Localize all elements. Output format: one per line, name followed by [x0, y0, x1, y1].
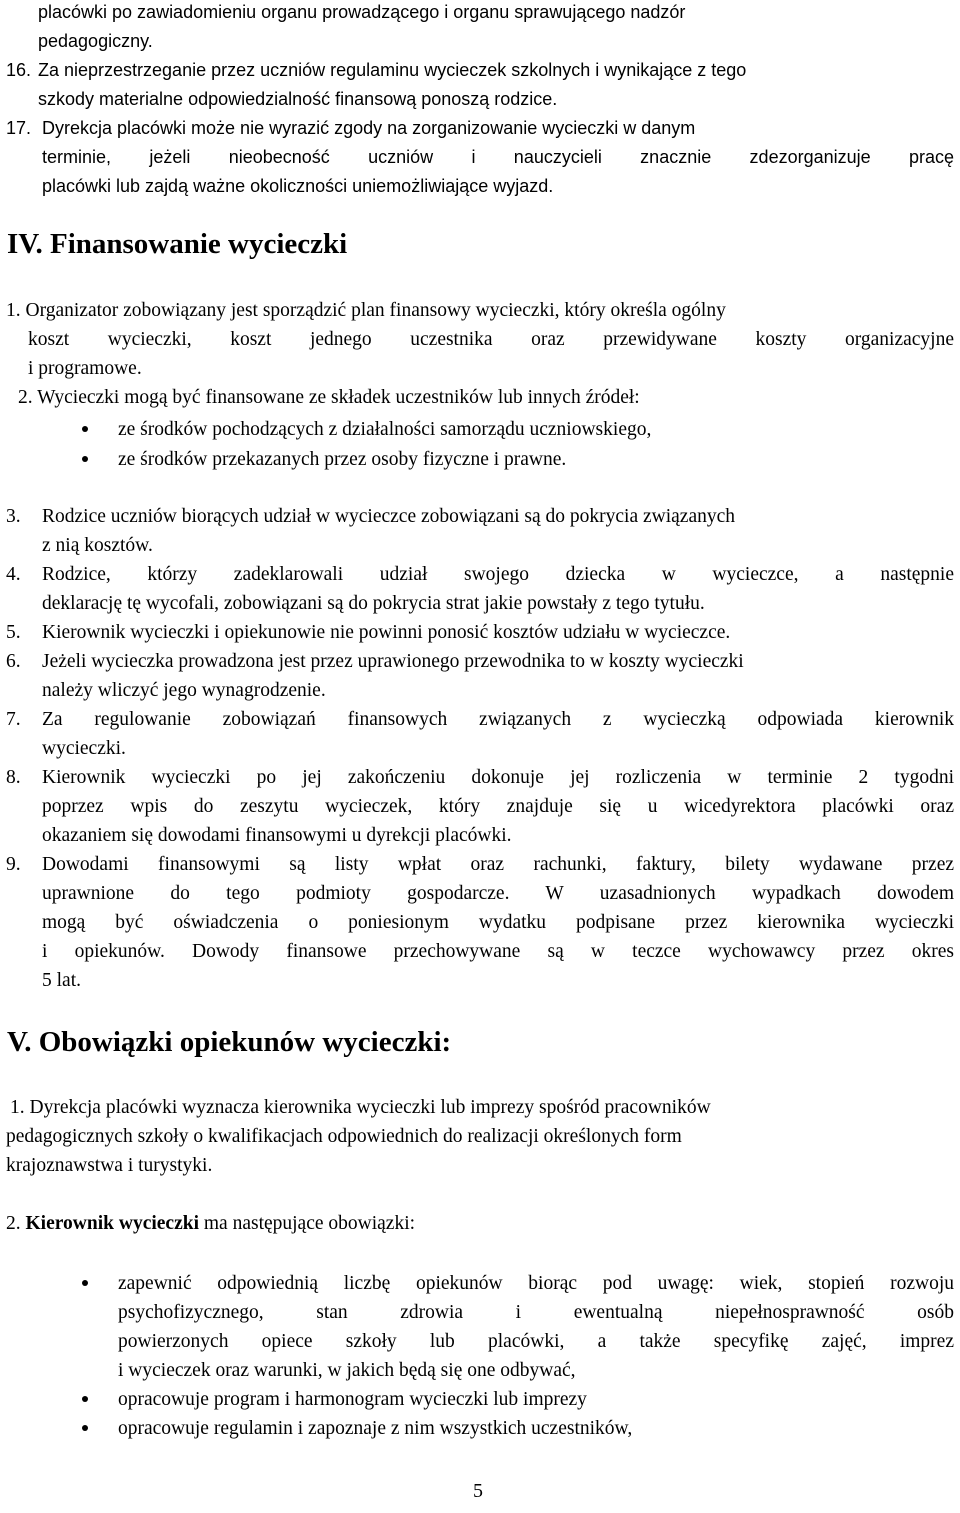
text-line: mogą być oświadczenia o poniesionym wydatku podpisane przez kierownika wycieczki [42, 912, 954, 933]
text-line: placówki lub zajdą ważne okoliczności uniemożliwiające wyjazd. [42, 176, 554, 196]
text-line: i opiekunów. Dowody finansowe przechowywane są w teczce wychowawcy przez okres [42, 941, 954, 962]
text-line: i programowe. [28, 358, 142, 379]
list-item: powierzonych opiece szkoły lub placówki, a także specyfikę zajęć, imprez [118, 1331, 954, 1352]
text-line: Kierownik wycieczki i opiekunowie nie powinni ponosić kosztów udziału w wycieczce. [42, 622, 731, 643]
bullet-icon [82, 1425, 88, 1431]
page-number: 5 [473, 1480, 483, 1502]
text-line: poprzez wpis do zeszytu wycieczek, który znajduje się u wicedyrektora placówki oraz [42, 796, 954, 817]
bullet-icon [82, 1396, 88, 1402]
item-number: 7. [6, 709, 21, 730]
item-number: 2. [6, 1213, 21, 1234]
item-number: 3. [6, 506, 21, 527]
text-line: Dyrekcja placówki może nie wyrazić zgody na zorganizowanie wycieczki w danym [42, 118, 696, 138]
text-line: Kierownik wycieczki po jej zakończeniu dokonuje jej rozliczenia w terminie 2 tygodni [42, 767, 954, 788]
text-line: Rodzice uczniów biorących udział w wycieczce zobowiązani są do pokrycia związanych [42, 506, 736, 527]
text-line: uprawnione do tego podmioty gospodarcze. W uzasadnionych wypadkach dowodem [42, 883, 954, 904]
list-item: psychofizycznego, stan zdrowia i ewentualną niepełnosprawność osób [118, 1302, 954, 1323]
list-item: opracowuje regulamin i zapoznaje z nim wszystkich uczestników, [118, 1418, 633, 1439]
text-line: 5 lat. [42, 970, 81, 991]
text-line: Dowodami finansowymi są listy wpłat oraz rachunki, faktury, bilety wydawane przez [42, 854, 954, 875]
text-line: szkody materialne odpowiedzialność finansową ponoszą rodzice. [38, 89, 558, 109]
text-line: okazaniem się dowodami finansowymi u dyrekcji placówki. [42, 825, 512, 846]
item-number: 17. [6, 118, 32, 138]
text-line: pedagogiczny. [38, 31, 153, 51]
bullet-icon [82, 456, 88, 462]
list-item: i wycieczek oraz warunki, w jakich będą się one odbywać, [118, 1360, 576, 1381]
text-line: terminie, jeżeli nieobecność uczniów i nauczycieli znacznie zdezorganizuje pracę [42, 147, 954, 167]
text-line: deklarację tę wycofali, zobowiązani są do pokrycia strat jakie powstały z tego tytułu. [42, 593, 705, 614]
item-number: 9. [6, 854, 21, 875]
text-line: pedagogicznych szkoły o kwalifikacjach odpowiednich do realizacji określonych form [6, 1126, 682, 1147]
bullet-icon [82, 426, 88, 432]
text-line: 2. Wycieczki mogą być finansowane ze składek uczestników lub innych źródeł: [18, 387, 640, 408]
text-line: Za nieprzestrzeganie przez uczniów regulaminu wycieczek szkolnych i wynikające z tego [38, 60, 747, 80]
item-number: 5. [6, 622, 21, 643]
text-line: krajoznawstwa i turystyki. [6, 1155, 213, 1176]
text-line: 1. Dyrekcja placówki wyznacza kierownika wycieczki lub imprezy spośród pracowników [10, 1097, 711, 1118]
list-item: ze środków pochodzących z działalności samorządu uczniowskiego, [118, 419, 652, 440]
item-number: 16. [6, 60, 32, 80]
text-line: placówki po zawiadomieniu organu prowadzącego i organu sprawującego nadzór [38, 2, 686, 22]
bold-term: Kierownik wycieczki [25, 1213, 199, 1234]
item-number: 8. [6, 767, 21, 788]
text-span: ma następujące obowiązki: [199, 1213, 416, 1234]
section-heading: V. Obowiązki opiekunów wycieczki: [7, 1026, 452, 1058]
list-item: opracowuje program i harmonogram wycieczki lub imprezy [118, 1389, 587, 1410]
text-line [6, 1209, 415, 1238]
list-item: zapewnić odpowiednią liczbę opiekunów biorąc pod uwagę: wiek, stopień rozwoju [118, 1273, 954, 1294]
text-line: należy wliczyć jego wynagrodzenie. [42, 680, 326, 701]
text-line: Jeżeli wycieczka prowadzona jest przez uprawionego przewodnika to w koszty wycieczki [42, 651, 744, 672]
text-line: Za regulowanie zobowiązań finansowych związanych z wycieczką odpowiada kierownik [42, 709, 954, 730]
text-line: Rodzice, którzy zadeklarowali udział swojego dziecka w wycieczce, a następnie [42, 564, 954, 585]
text-line: koszt wycieczki, koszt jednego uczestnika oraz przewidywane koszty organizacyjne [28, 329, 954, 350]
text-line: z nią kosztów. [42, 535, 153, 556]
text-line: 1. Organizator zobowiązany jest sporządzić plan finansowy wycieczki, który określa ogólny [6, 300, 726, 321]
bullet-icon [82, 1280, 88, 1286]
item-number: 6. [6, 651, 21, 672]
text-line: wycieczki. [42, 738, 126, 759]
item-number: 4. [6, 564, 21, 585]
section-heading: IV. Finansowanie wycieczki [7, 228, 348, 260]
list-item: ze środków przekazanych przez osoby fizyczne i prawne. [118, 449, 567, 470]
